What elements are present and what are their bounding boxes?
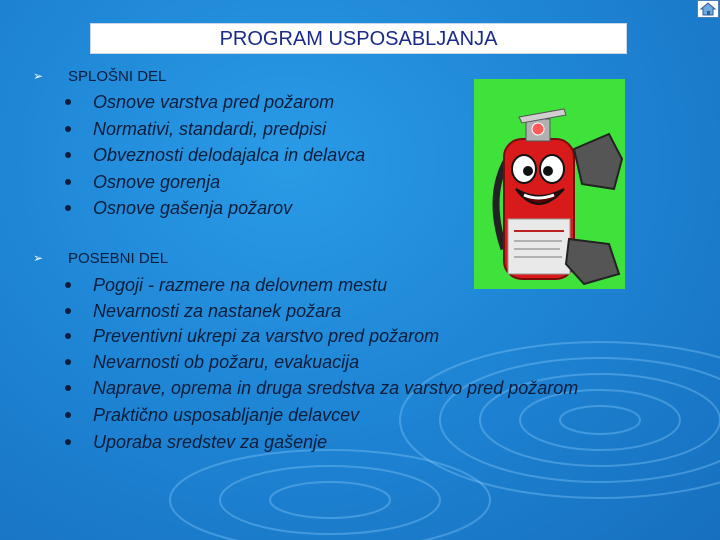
list-item (65, 195, 292, 221)
bullet-dot-icon (65, 205, 71, 211)
bullet-dot-icon (65, 308, 71, 314)
fire-extinguisher-cartoon-icon (474, 79, 625, 289)
list-item-text: Osnove gašenja požarov (93, 197, 293, 218)
home-button[interactable] (697, 0, 719, 18)
list-item-text: Preventivni ukrepi za varstvo pred požarom (93, 325, 440, 346)
list-item (65, 375, 578, 401)
bullet-dot-icon (65, 333, 71, 339)
list-item-text: Nevarnosti za nastanek požara (93, 300, 342, 321)
list-item (65, 323, 439, 349)
list-item-text: Obveznosti delodajalca in delavca (93, 144, 366, 165)
list-item (65, 89, 334, 115)
list-item-text: Normativi, standardi, predpisi (93, 118, 327, 139)
list-item (65, 169, 220, 195)
bullet-dot-icon (65, 179, 71, 185)
list-item-text: Osnove varstva pred požarom (93, 91, 335, 112)
fire-extinguisher-illustration (474, 79, 625, 289)
arrow-bullet-icon: ➢ (33, 69, 44, 83)
list-item-text: Osnove gorenja (93, 171, 221, 192)
list-item-text: Praktično usposabljanje delavcev (93, 404, 360, 425)
list-item (65, 116, 326, 142)
list-item (65, 349, 359, 375)
page-title: PROGRAM USPOSABLJANJA (90, 23, 627, 54)
list-item (65, 142, 365, 168)
bullet-dot-icon (65, 152, 71, 158)
home-icon (698, 1, 718, 17)
list-item-text: Naprave, oprema in druga sredstva za varstvo pred požarom (93, 377, 579, 398)
list-item-text: Nevarnosti ob požaru, evakuacija (93, 351, 360, 372)
list-item (65, 429, 327, 455)
bullet-dot-icon (65, 99, 71, 105)
section-specific (33, 248, 168, 268)
list-item-text: Pogoji - razmere na delovnem mestu (93, 274, 388, 295)
section-general (33, 66, 166, 86)
list-item (65, 272, 387, 298)
list-item-text: Uporaba sredstev za gašenje (93, 431, 328, 452)
bullet-dot-icon (65, 359, 71, 365)
section-title: SPLOŠNI DEL (68, 67, 167, 85)
bullet-dot-icon (65, 126, 71, 132)
bullet-dot-icon (65, 439, 71, 445)
arrow-bullet-icon: ➢ (33, 251, 44, 265)
bullet-dot-icon (65, 412, 71, 418)
list-item (65, 402, 359, 428)
list-item (65, 298, 341, 324)
bullet-dot-icon (65, 385, 71, 391)
bullet-dot-icon (65, 282, 71, 288)
section-title: POSEBNI DEL (68, 249, 169, 267)
